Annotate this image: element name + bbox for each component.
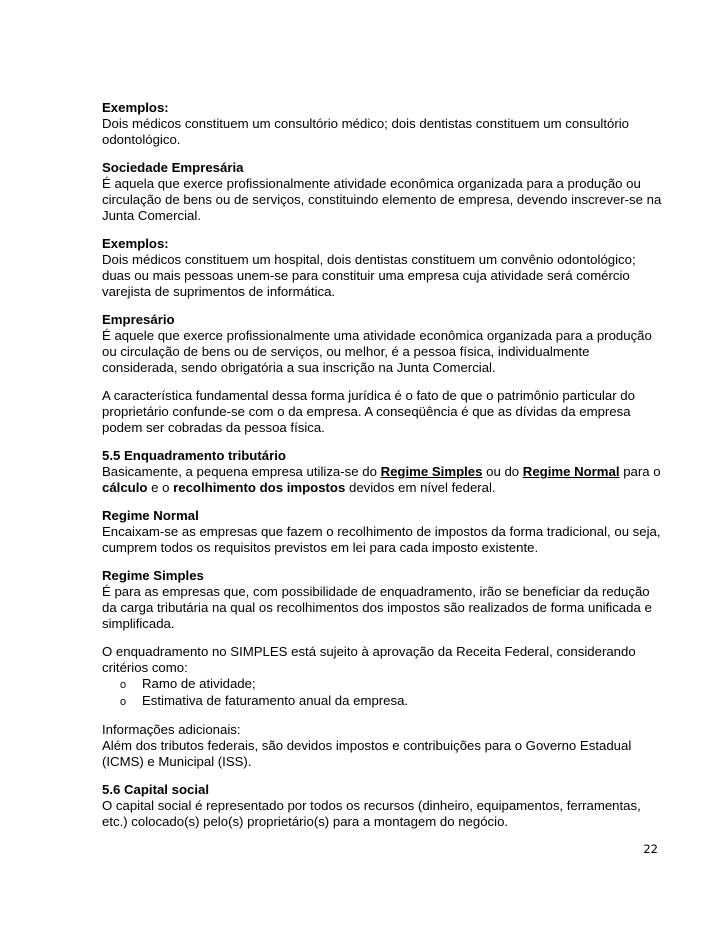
list-item-text: Estimativa de faturamento anual da empresa. [142,693,409,708]
paragraph-line: A característica fundamental dessa forma jurídica é o fato de que o patrimônio particular do [102,388,635,403]
enquadramento-section [102,448,662,496]
regime-simples-emphasis: Regime Simples [380,464,483,479]
section-heading: Exemplos: [102,236,169,251]
section-heading: Regime Simples [102,568,204,583]
text-run: e o [147,480,174,495]
paragraph-line: simplificada. [102,616,175,631]
document-page [102,100,662,842]
regime-normal-emphasis: Regime Normal [522,464,620,479]
empresario-section [102,312,662,376]
regime-normal-section [102,508,662,556]
paragraph-line: Dois médicos constituem um consultório médico; dois dentistas constituem um consultório [102,116,629,131]
examples-section-1 [102,100,662,148]
paragraph-line: critérios como: [102,660,188,675]
paragraph-line: Além dos tributos federais, são devidos impostos e contribuições para o Governo Estadual [102,738,632,753]
section-heading: Exemplos: [102,100,169,115]
section-heading: 5.6 Capital social [102,782,210,797]
section-heading: 5.5 Enquadramento tributário [102,448,286,463]
paragraph-line [102,464,662,480]
paragraph-line: proprietário confunde-se com o da empresa. A conseqüência é que as dívidas da empresa [102,404,631,419]
paragraph-line: cumprem todos os requisitos previstos em lei para cada imposto existente. [102,540,539,555]
text-run: devidos em nível federal. [345,480,496,495]
paragraph-line: Informações adicionais: [102,722,241,737]
list-item [120,693,662,710]
recolhimento-emphasis: recolhimento dos impostos [173,480,346,495]
paragraph-line: ou circulação de bens ou de serviços, ou melhor, é a pessoa física, individualmente [102,344,590,359]
text-run: para o [619,464,661,479]
paragraph-line: É para as empresas que, com possibilidade de enquadramento, irão se beneficiar da redução [102,584,650,599]
informacoes-adicionais-section [102,722,662,770]
paragraph-line [102,480,662,496]
paragraph-line: etc.) colocado(s) pelo(s) proprietário(s) para a montagem do negócio. [102,814,509,829]
text-run: Basicamente, a pequena empresa utiliza-se do [102,464,381,479]
paragraph-line: Encaixam-se as empresas que fazem o recolhimento de impostos da forma tradicional, ou seja, [102,524,661,539]
criteria-list [102,676,662,710]
paragraph-line: (ICMS) e Municipal (ISS). [102,754,252,769]
paragraph-line: O capital social é representado por todos os recursos (dinheiro, equipamentos, ferramentas, [102,798,641,813]
section-heading: Empresário [102,312,175,327]
section-heading: Sociedade Empresária [102,160,244,175]
paragraph-line: podem ser cobradas da pessoa física. [102,420,325,435]
simples-criteria-section [102,644,662,710]
paragraph-line: circulação de bens ou de serviços, constituindo elemento de empresa, devendo inscrever-se na [102,192,662,207]
caracteristica-paragraph [102,388,662,436]
paragraph-line: É aquele que exerce profissionalmente uma atividade econômica organizada para a produção [102,328,652,343]
page-number: 22 [643,842,658,856]
sociedade-empresaria-section [102,160,662,224]
list-item-text: Ramo de atividade; [142,676,256,691]
text-run: ou do [482,464,523,479]
paragraph-line: Junta Comercial. [102,208,201,223]
regime-simples-section [102,568,662,632]
examples-section-2 [102,236,662,300]
calculo-emphasis: cálculo [102,480,148,495]
paragraph-line: odontológico. [102,132,181,147]
capital-social-section [102,782,662,830]
paragraph-line: considerada, sendo obrigatória a sua inscrição na Junta Comercial. [102,360,496,375]
bullet-icon: o [120,679,127,691]
paragraph-line: da carga tributária na qual os recolhimentos dos impostos são realizados de forma unificada e [102,600,652,615]
paragraph-line: duas ou mais pessoas unem-se para constituir uma empresa cuja atividade será comércio [102,268,630,283]
paragraph-line: O enquadramento no SIMPLES está sujeito à aprovação da Receita Federal, considerando [102,644,636,659]
section-heading: Regime Normal [102,508,199,523]
paragraph-line: Dois médicos constituem um hospital, dois dentistas constituem um convênio odontológico; [102,252,636,267]
paragraph-line: É aquela que exerce profissionalmente atividade econômica organizada para a produção ou [102,176,641,191]
bullet-icon: o [120,696,127,708]
list-item [120,676,662,693]
paragraph-line: varejista de suprimentos de informática. [102,284,336,299]
